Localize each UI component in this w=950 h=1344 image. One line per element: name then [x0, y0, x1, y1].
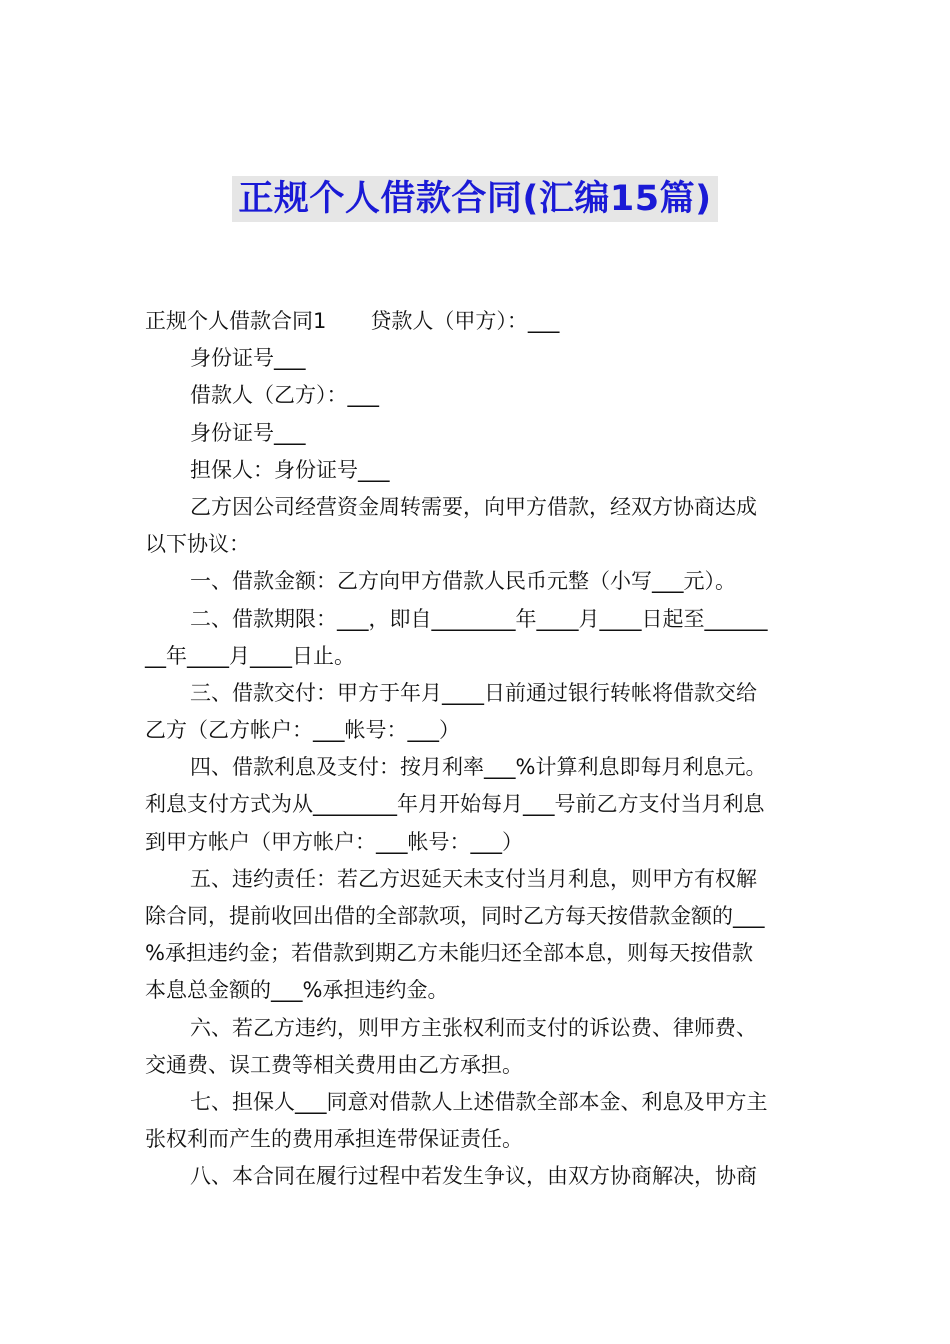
paragraph-line: 除合同，提前收回出借的全部款项，同时乙方每天按借款金额的___ — [145, 904, 765, 928]
document-title: 正规个人借款合同(汇编15篇) — [232, 176, 717, 222]
paragraph-line: 五、违约责任：若乙方迟延天未支付当月利息，则甲方有权解 — [190, 866, 757, 891]
paragraph-line: 交通费、误工费等相关费用由乙方承担。 — [145, 1052, 523, 1077]
paragraph-line: 本息总金额的___%承担违约金。 — [145, 978, 449, 1003]
paragraph-line: 利息支付方式为从________年月开始每月___号前乙方支付当月利息 — [145, 792, 765, 817]
contract-heading-line — [145, 303, 807, 340]
paragraph-line: 乙方因公司经营资金周转需要，向甲方借款，经双方协商达成 — [190, 494, 757, 519]
paragraph-line: 到甲方帐户（甲方帐户：___帐号：___） — [145, 829, 523, 854]
paragraph-line: 身份证号___ — [190, 420, 306, 445]
paragraph-line: 以下协议： — [145, 532, 250, 557]
lender-label: 贷款人（甲方）：___ — [370, 309, 560, 333]
paragraph-line: 八、本合同在履行过程中若发生争议，由双方协商解决，协商 — [190, 1164, 757, 1189]
paragraph-line: 四、借款利息及支付：按月利率___%计算利息即每月利息元。 — [190, 755, 767, 780]
paragraph-line: 二、借款期限：___，即自________年____月____日起至______ — [190, 606, 768, 631]
document-body — [145, 303, 807, 1196]
paragraph-line: 三、借款交付：甲方于年月____日前通过银行转帐将借款交给 — [190, 680, 757, 705]
paragraph-line: 一、借款金额：乙方向甲方借款人民币元整（小写___元）。 — [190, 569, 736, 594]
paragraph-line: 乙方（乙方帐户：___帐号：___） — [145, 718, 460, 743]
paragraph-line: 七、担保人___同意对借款人上述借款全部本金、利息及甲方主 — [190, 1089, 768, 1114]
paragraph-line: 担保人：身份证号___ — [190, 457, 390, 482]
paragraph-line: 六、若乙方违约，则甲方主张权利而支付的诉讼费、律师费、 — [190, 1015, 757, 1040]
paragraph-line: 张权利而产生的费用承担连带保证责任。 — [145, 1127, 523, 1152]
contract-number: 正规个人借款合同1 — [145, 309, 327, 333]
paragraph-line: 借款人（乙方）：___ — [190, 383, 379, 408]
paragraph-line: __年____月____日止。 — [145, 643, 355, 668]
paragraph-line: %承担违约金；若借款到期乙方未能归还全部本息，则每天按借款 — [145, 941, 753, 966]
paragraph-line: 身份证号___ — [190, 346, 306, 371]
title-wrapper — [0, 176, 950, 222]
